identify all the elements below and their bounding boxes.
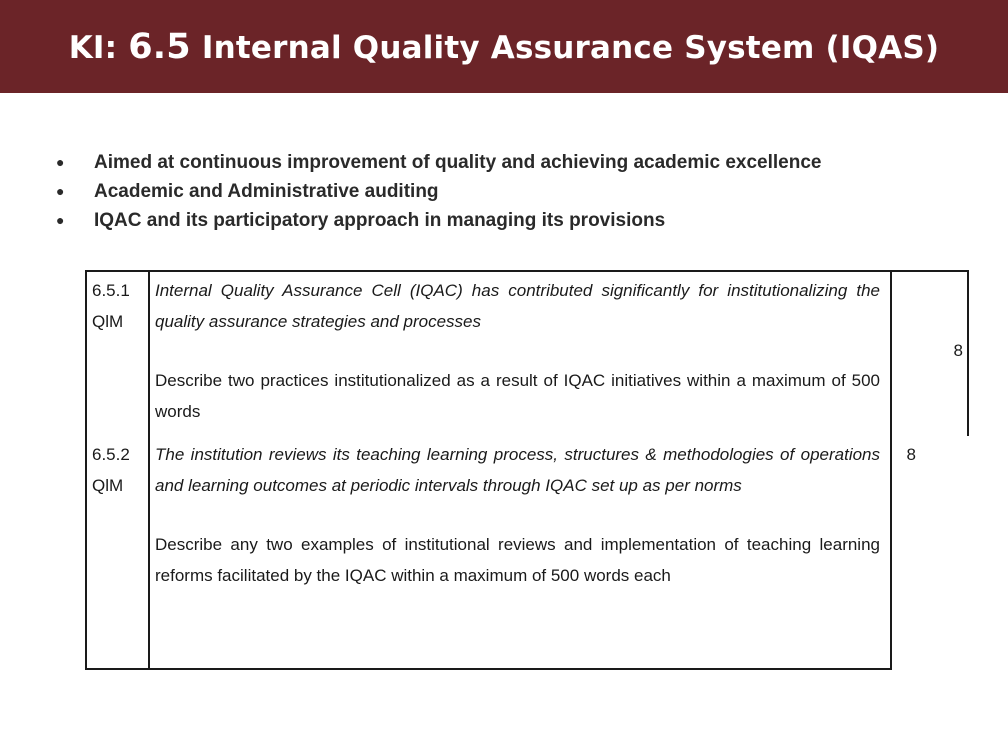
bullet-item — [56, 177, 821, 206]
metric-description: Describe any two examples of institutional reviews and implementation of teaching learning reforms facilitated by the IQAC within a maximum of 500 words each — [155, 535, 880, 585]
bullet-icon: ● — [56, 183, 65, 199]
metrics-table — [85, 270, 969, 670]
bullet-text: Academic and Administrative auditing — [94, 181, 439, 202]
metric-type: QlM — [92, 311, 124, 331]
metric-text-cell — [149, 271, 891, 436]
title-prefix: KI: — [68, 29, 129, 66]
metric-score-cell — [891, 436, 968, 669]
metric-text-cell — [149, 436, 891, 669]
bullet-icon: ● — [56, 154, 65, 170]
title-rest: Internal Quality Assurance System (IQAS) — [190, 29, 940, 66]
metric-code-cell — [86, 436, 149, 669]
bullet-list — [56, 148, 821, 235]
metric-code: 6.5.2 — [92, 445, 130, 464]
metric-code-cell — [86, 271, 149, 436]
metric-description: Describe two practices institutionalized as a result of IQAC initiatives within a maximum of 500 words — [155, 371, 880, 421]
metric-score: 8 — [953, 341, 963, 360]
bullet-item — [56, 206, 821, 235]
metric-row — [86, 271, 968, 436]
metric-score-cell — [891, 271, 968, 436]
bullet-text: IQAC and its participatory approach in managing its provisions — [94, 210, 666, 231]
title-number: 6.5 — [128, 26, 191, 67]
bullet-icon: ● — [56, 212, 65, 228]
title-bar — [0, 0, 1008, 93]
metric-code: 6.5.1 — [92, 281, 130, 300]
metric-statement: Internal Quality Assurance Cell (IQAC) has contributed significantly for institutionalizing the quality assurance strategies and processes — [155, 281, 880, 331]
metric-score: 8 — [906, 445, 916, 464]
bullet-text: Aimed at continuous improvement of quality and achieving academic excellence — [94, 152, 822, 173]
metric-type: QlM — [92, 475, 124, 495]
metric-row — [86, 436, 968, 669]
slide-title — [69, 27, 940, 67]
metric-statement: The institution reviews its teaching learning process, structures & methodologies of operations and learning outcomes at periodic intervals through IQAC set up as per norms — [155, 445, 880, 495]
bullet-item — [56, 148, 821, 177]
